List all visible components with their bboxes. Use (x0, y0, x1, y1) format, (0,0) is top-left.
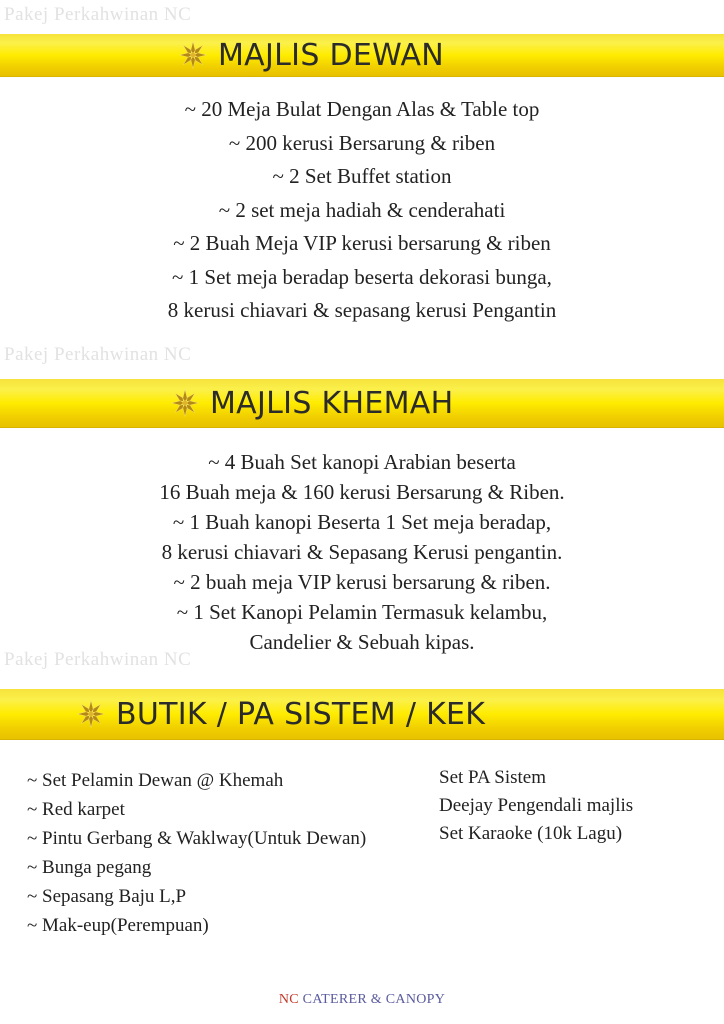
list-item: 8 kerusi chiavari & Sepasang Kerusi pengantin. (161, 540, 563, 564)
gold-star-burst-icon (170, 388, 200, 418)
list-item: 16 Buah meja & 160 kerusi Bersarung & Riben. (159, 480, 565, 504)
watermark-top: Pakej Perkahwinan NC (4, 4, 192, 25)
banner-majlis-khemah (0, 379, 724, 427)
watermark-middle: Pakej Perkahwinan NC (4, 344, 192, 365)
list-item: ~ 20 Meja Bulat Dengan Alas & Table top (184, 97, 540, 121)
section-title-majlis-khemah: MAJLIS KHEMAH (210, 385, 454, 421)
footer-brand-name: CATERER & CANOPY (298, 992, 446, 1007)
list-item: ~ 1 Set Kanopi Pelamin Termasuk kelambu, (176, 600, 548, 624)
banner-majlis-dewan (0, 34, 724, 76)
list-item: ~ 4 Buah Set kanopi Arabian beserta (208, 450, 516, 474)
list-item: ~ 1 Set meja beradap beserta dekorasi bunga, (172, 264, 552, 289)
list-item: ~ 1 Buah kanopi Beserta 1 Set meja beradap, (172, 510, 552, 534)
list-item: ~ Set Pelamin Dewan @ Khemah (27, 770, 284, 791)
list-item: ~ 200 kerusi Bersarung & riben (228, 130, 496, 155)
list-item: ~ 2 Set Buffet station (272, 164, 452, 188)
banner-butik-pa-sistem-kek (0, 689, 724, 739)
list-item: Deejay Pengendali majlis (439, 795, 634, 816)
list-item: ~ 2 Buah Meja VIP kerusi bersarung & riben (173, 231, 551, 255)
butik-left-list (27, 766, 366, 940)
list-item: ~ 2 buah meja VIP kerusi bersarung & riben. (173, 570, 551, 594)
footer-brand-prefix: NC (278, 992, 299, 1007)
list-item: ~ Sepasang Baju L,P (27, 886, 187, 907)
list-item: Set PA Sistem (439, 767, 547, 788)
list-item: ~ Bunga pegang (27, 857, 152, 878)
list-item: ~ Mak-eup(Perempuan) (27, 915, 209, 936)
list-item: Candelier & Sebuah kipas. (249, 630, 475, 654)
list-item: ~ 2 set meja hadiah & cenderahati (218, 197, 506, 222)
watermark-lower: Pakej Perkahwinan NC (4, 649, 192, 670)
section-title-majlis-dewan: MAJLIS DEWAN (218, 37, 445, 73)
list-item: Set Karaoke (10k Lagu) (439, 823, 623, 844)
gold-star-burst-icon (76, 699, 106, 729)
list-item: ~ Pintu Gerbang & Waklway(Untuk Dewan) (27, 828, 367, 849)
gold-star-burst-icon (178, 40, 208, 70)
footer-brand (0, 992, 724, 1008)
butik-right-list (439, 764, 633, 848)
list-item: 8 kerusi chiavari & sepasang kerusi Pengantin (167, 298, 557, 322)
majlis-khemah-list (0, 447, 724, 657)
section-title-butik: BUTIK / PA SISTEM / KEK (116, 696, 486, 732)
majlis-dewan-list (0, 93, 724, 328)
list-item: ~ Red karpet (27, 799, 125, 820)
